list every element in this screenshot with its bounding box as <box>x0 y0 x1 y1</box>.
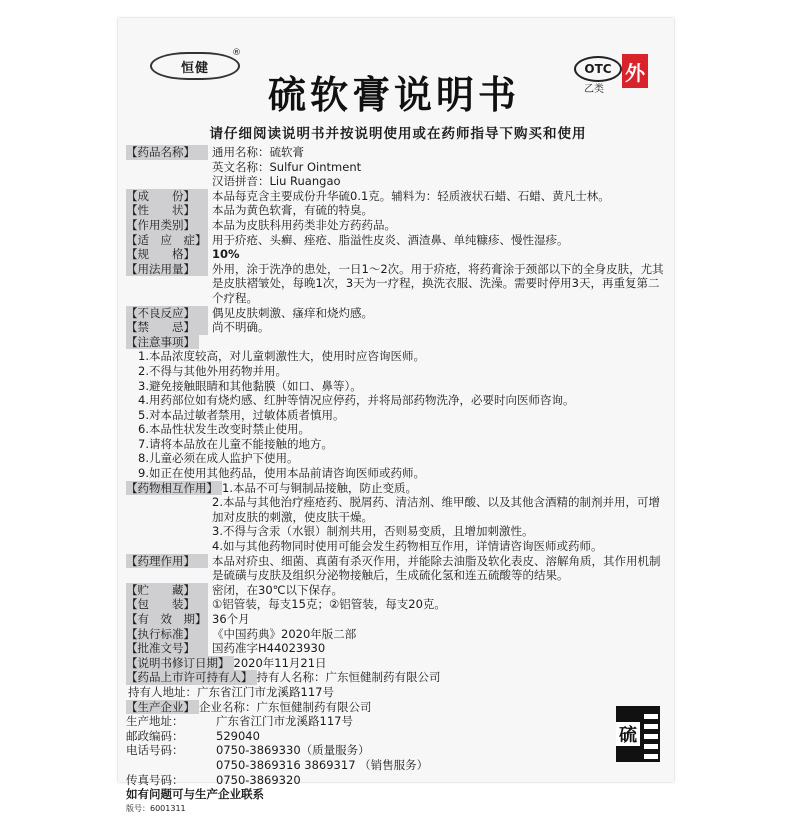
field-indication <box>126 233 666 248</box>
field-label: 【说明书修订日期】 <box>126 656 234 671</box>
producer-name: 企业名称：广东恒健制药有限公司 <box>199 699 372 714</box>
pinyin-name: 汉语拼音：Liu Ruangao <box>212 174 341 189</box>
field-label: 【包 装】 <box>126 597 208 612</box>
leaflet-content <box>126 145 666 816</box>
mah-section <box>126 670 666 699</box>
brand-logo-text: 恒健 <box>180 60 209 76</box>
zip-label: 邮政编码： <box>126 728 184 743</box>
precaution-item: 2.不得与其他外用药物并用。 <box>138 363 287 378</box>
field-spec <box>126 247 666 262</box>
side-tab-bar <box>644 754 658 759</box>
section-label: 【注意事项】 <box>126 335 199 350</box>
field-value: 本品为黄色软膏，有硫的特臭。 <box>212 203 373 218</box>
side-tab-bar <box>644 714 658 719</box>
version-number: 版号：6001311 <box>126 803 186 813</box>
producer-address-label: 生产地址： <box>126 714 184 729</box>
field-value: 2020年11月21日 <box>233 655 327 670</box>
side-tab <box>616 706 660 762</box>
field-label: 【贮 藏】 <box>126 583 208 598</box>
precaution-item: 4.用药部位如有烧灼感、红肿等情况应停药，并将局部药物洗净，必要时向医师咨询。 <box>138 393 575 408</box>
field-value: 《中国药典》2020年版二部 <box>212 626 357 641</box>
interaction-item: 2.本品与其他治疗痤疮药、脱屑药、清洁剂、维甲酸、以及其他含酒精的制剂并用，可增加对皮肤的刺激，使皮肤干燥。 <box>212 495 660 524</box>
field-value: 36个月 <box>212 612 250 626</box>
field-composition <box>126 189 666 204</box>
zip-code: 529040 <box>216 728 260 743</box>
field-value: 外用，涂于洗净的患处，一日1～2次。用于疥疮，将药膏涂于颈部以下的全身皮肤，尤其是皮肤褶皱处，每晚1次，3天为一疗程，换洗衣服、洗澡。需要时停用3天，再重复第二个疗程。 <box>212 261 664 305</box>
common-name: 通用名称：硫软膏 <box>212 145 304 159</box>
field-label: 【性 状】 <box>126 203 208 218</box>
field-adverse <box>126 306 666 321</box>
mah-name: 持有人名称：广东恒健制药有限公司 <box>256 670 441 685</box>
field-name <box>126 145 666 189</box>
phone-sales: 0750-3869316 3869317 （销售服务） <box>216 757 429 772</box>
side-tab-char: 硫 <box>616 722 640 746</box>
field-label: 【规 格】 <box>126 247 208 262</box>
field-value: 偶见皮肤刺激、瘙痒和烧灼感。 <box>212 305 373 320</box>
phone-quality: 0750-3869330（质量服务） <box>216 743 370 758</box>
interactions-section <box>126 481 666 554</box>
field-label: 【适 应 症】 <box>126 232 207 247</box>
fax-label: 传真号码： <box>126 772 184 787</box>
precaution-item: 1.本品浓度较高，对儿童刺激性大，使用时应咨询医师。 <box>138 349 425 364</box>
field-revision <box>126 656 666 671</box>
field-category <box>126 218 666 233</box>
field-value: 本品每克含主要成份升华硫0.1克。辅料为：轻质液状石蜡、石蜡、黄凡士林。 <box>212 188 610 203</box>
field-approval <box>126 641 666 656</box>
field-package <box>126 597 666 612</box>
field-contra <box>126 320 666 335</box>
field-pharmacology <box>126 554 666 583</box>
field-label: 【禁 忌】 <box>126 320 208 335</box>
field-label: 【作用类别】 <box>126 218 208 233</box>
field-usage <box>126 262 666 306</box>
external-use-badge: 外 <box>622 54 648 88</box>
field-value: 尚不明确。 <box>212 320 270 335</box>
field-value: 本品对疥虫、细菌、真菌有杀灭作用，并能除去油脂及软化表皮、溶解角质，其作用机制是硫磺与皮肤及组织分泌物接触后，生成硫化氢和连五硫酸等的结果。 <box>212 553 661 583</box>
field-label: 【药理作用】 <box>126 554 208 569</box>
subtitle: 请仔细阅读说明书并按说明使用或在药师指导下购买和使用 <box>209 126 587 142</box>
precaution-item: 6.本品性状发生改变时禁止使用。 <box>138 422 310 437</box>
producer-address: 广东省江门市龙溪路117号 <box>216 714 353 729</box>
field-value: 国药准字H44023930 <box>212 641 326 656</box>
precaution-item: 7.请将本品放在儿童不能接触的地方。 <box>138 436 333 451</box>
registered-mark: ® <box>232 48 241 58</box>
precaution-item: 9.如正在使用其他药品，使用本品前请咨询医师或药师。 <box>138 466 425 481</box>
side-tab-bar <box>644 734 658 739</box>
field-value: ①铝管装，每支15克；②铝管装，每支20克。 <box>212 597 446 612</box>
field-validity <box>126 612 666 627</box>
field-value: 密闭，在30℃以下保存。 <box>212 582 344 597</box>
precaution-item: 5.对本品过敏者禁用，过敏体质者慎用。 <box>138 407 345 422</box>
field-character <box>126 203 666 218</box>
field-label: 【有 效 期】 <box>126 612 207 626</box>
section-label: 【药物相互作用】 <box>126 481 222 496</box>
document-title: 硫软膏说明书 <box>268 73 521 117</box>
fax-number: 0750-3869320 <box>216 772 301 787</box>
otc-badge: OTC <box>574 56 622 82</box>
field-label: 【批准文号】 <box>126 641 208 656</box>
field-label: 【生产企业】 <box>126 700 199 715</box>
precaution-item: 8.儿童必须在成人监护下使用。 <box>138 451 299 466</box>
field-label: 【用法用量】 <box>126 262 208 277</box>
field-label: 【执行标准】 <box>126 627 208 642</box>
brand-logo <box>150 52 240 80</box>
field-label: 【药品上市许可持有人】 <box>126 670 257 685</box>
field-storage <box>126 583 666 598</box>
field-label: 【药品名称】 <box>126 145 208 160</box>
side-tab-bar <box>644 744 658 749</box>
phone-label: 电话号码： <box>126 743 184 758</box>
field-value: 用于疥疮、头癣、痤疮、脂溢性皮炎、酒渣鼻、单纯糠疹、慢性湿疹。 <box>212 232 569 247</box>
field-value: 10% <box>212 247 240 262</box>
field-label: 【成 份】 <box>126 189 208 204</box>
english-name: 英文名称：Sulfur Ointment <box>212 159 362 174</box>
interaction-item: 1.本品不可与铜制品接触，防止变质。 <box>222 480 417 495</box>
field-value: 本品为皮肤科用药类非处方药药品。 <box>212 217 396 232</box>
precautions-section <box>126 335 666 481</box>
side-tab-bar <box>644 724 658 729</box>
interaction-item: 3.不得与含汞（水银）制剂共用，否则易变质，且增加刺激性。 <box>212 524 534 539</box>
field-value <box>212 145 666 189</box>
otc-class: 乙类 <box>584 84 604 95</box>
precaution-item: 3.避免接触眼睛和其他黏膜（如口、鼻等）。 <box>138 378 362 393</box>
field-standard <box>126 627 666 642</box>
mah-address: 持有人地址：广东省江门市龙溪路117号 <box>128 684 334 699</box>
producer-section <box>126 700 666 816</box>
contact-note: 如有问题可与生产企业联系 <box>126 787 264 802</box>
field-label: 【不良反应】 <box>126 306 208 321</box>
interaction-item: 4.如与其他药物同时使用可能会发生药物相互作用，详情请咨询医师或药师。 <box>212 539 603 554</box>
